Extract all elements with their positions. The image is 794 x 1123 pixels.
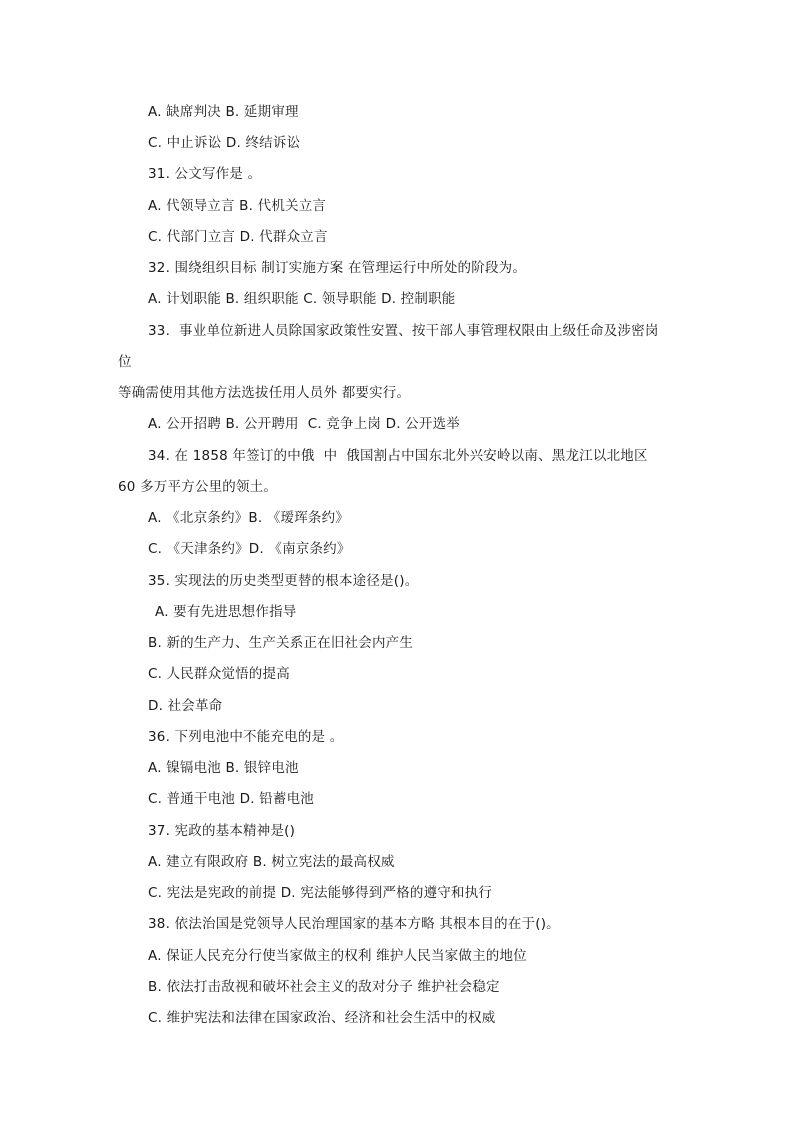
option-line-36-ab: A. 镍镉电池 B. 银锌电池 [148,760,299,776]
option-line-36-cd: C. 普通干电池 D. 铅蓄电池 [148,791,314,807]
question-34-line-2: 60 多万平方公里的领土。 [118,479,278,495]
option-line-32: A. 计划职能 B. 组织职能 C. 领导职能 D. 控制职能 [148,291,456,307]
option-38-a: A. 保证人民充分行使当家做主的权利 维护人民当家做主的地位 [148,948,527,964]
question-33-line-1: 33. 事业单位新进人员除国家政策性安置、按干部人事管理权限由上级任命及涉密岗 [148,323,659,339]
option-35-d: D. 社会革命 [148,698,223,714]
question-35: 35. 实现法的历史类型更替的根本途径是()。 [148,573,419,589]
question-37: 37. 宪政的基本精神是() [148,823,296,839]
option-line-34-cd: C. 《天津条约》D. 《南京条约》 [148,541,351,557]
option-line-37-ab: A. 建立有限政府 B. 树立宪法的最高权威 [148,854,395,870]
option-line-30-ab: A. 缺席判决 B. 延期审理 [148,104,299,120]
option-line-30-cd: C. 中止诉讼 D. 终结诉讼 [148,135,301,151]
question-33-line-2: 位 [118,354,132,370]
question-31: 31. 公文写作是 。 [148,166,262,182]
option-line-33: A. 公开招聘 B. 公开聘用 C. 竞争上岗 D. 公开选举 [148,416,460,432]
question-33-line-3: 等确需使用其他方法选拔任用人员外 都要实行。 [118,385,411,401]
option-35-b: B. 新的生产力、生产关系正在旧社会内产生 [148,635,414,651]
question-38: 38. 依法治国是党领导人民治理国家的基本方略 其根本目的在于()。 [148,916,560,932]
question-34-line-1: 34. 在 1858 年签订的中俄 中 俄国割占中国东北外兴安岭以南、黑龙江以北地区 [148,448,648,464]
option-line-37-cd: C. 宪法是宪政的前提 D. 宪法能够得到严格的遵守和执行 [148,885,493,901]
question-32: 32. 围绕组织目标 制订实施方案 在管理运行中所处的阶段为。 [148,260,527,276]
option-line-34-ab: A. 《北京条约》B. 《瑷珲条约》 [148,510,350,526]
option-35-a: A. 要有先进思想作指导 [155,604,297,620]
option-38-b: B. 依法打击敌视和破坏社会主义的敌对分子 维护社会稳定 [148,979,500,995]
option-38-c: C. 维护宪法和法律在国家政治、经济和社会生活中的权威 [148,1010,496,1026]
option-35-c: C. 人民群众觉悟的提高 [148,666,290,682]
question-36: 36. 下列电池中不能充电的是 。 [148,729,344,745]
option-line-31-ab: A. 代领导立言 B. 代机关立言 [148,198,327,214]
option-line-31-cd: C. 代部门立言 D. 代群众立言 [148,229,328,245]
